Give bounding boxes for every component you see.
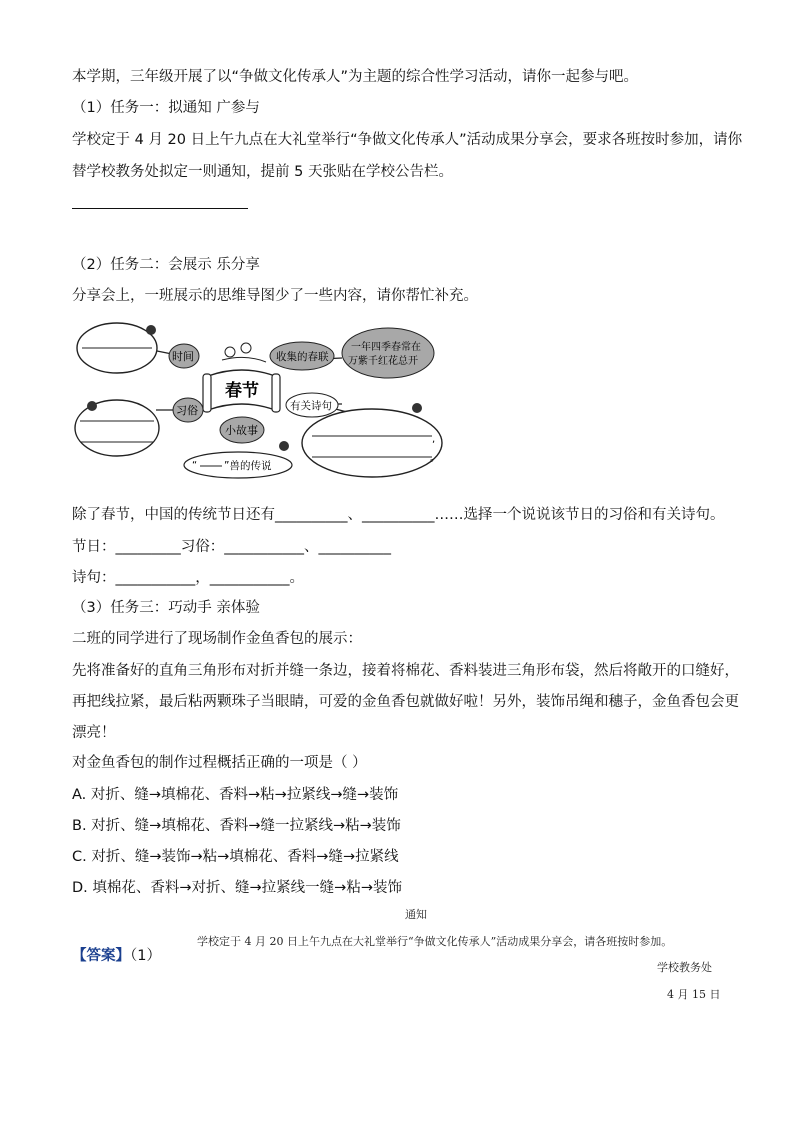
drum-icon xyxy=(279,441,289,451)
blank-oval-bottom-right xyxy=(302,409,442,477)
notice-sign: 学校教务处 xyxy=(657,961,712,974)
option-c: C. 对折、缝→装饰→粘→填棉花、香料→缝→拉紧线 xyxy=(72,849,399,865)
mind-map xyxy=(70,318,450,490)
blank-oval-bottom-left xyxy=(75,400,159,456)
svg-text:万紫千红花总开: 万紫千红花总开 xyxy=(348,356,418,367)
task3-lead: 二班的同学进行了现场制作金鱼香包的展示： xyxy=(72,631,362,647)
notice-body: 学校定于 4 月 20 日上午九点在大礼堂举行“争做文化传承人”活动成果分享会，请各班按时参加。 xyxy=(197,935,673,948)
task3-para-line3: 漂亮！ xyxy=(72,725,116,741)
bubble-couplet-text xyxy=(342,328,434,378)
task1-prompt-line1: 学校定于 4 月 20 日上午九点在大礼堂举行“争做文化传承人”活动成果分享会，要求各班按时参加，请你 xyxy=(72,132,743,148)
svg-text:。: 。 xyxy=(430,453,440,464)
task3-para-line1: 先将准备好的直角三角形布对折并缝一条边，接着将棉花、香料装进三角形布袋，然后将敞开的口缝好， xyxy=(72,663,739,679)
poem-line: 诗句：___________，___________。 xyxy=(72,570,304,586)
option-b: B. 对折、缝→填棉花、香料→缝一拉紧线→粘→装饰 xyxy=(72,818,401,834)
svg-text:一年四季春常在: 一年四季春常在 xyxy=(351,342,421,353)
svg-text:习俗: 习俗 xyxy=(176,404,198,417)
svg-text:,: , xyxy=(432,434,436,445)
notice-date: 4 月 15 日 xyxy=(667,988,721,1001)
task3-para-line2: 再把线拉紧，最后粘两颗珠子当眼睛，可爱的金鱼香包就做好啦！另外，装饰吊绳和穗子，金鱼香包会更 xyxy=(72,694,739,710)
fish-icon xyxy=(412,403,422,413)
svg-text:收集的春联: 收集的春联 xyxy=(276,351,329,363)
answer-tag: 【答案】 xyxy=(72,948,130,964)
svg-text:”兽的传说: ”兽的传说 xyxy=(224,460,272,472)
answer-number: （1） xyxy=(130,948,161,964)
task3-title: （3）任务三：巧动手 亲体验 xyxy=(72,600,260,616)
intro-text: 本学期，三年级开展了以“争做文化传承人”为主题的综合性学习活动，请你一起参与吧。 xyxy=(72,69,639,85)
svg-text:时间: 时间 xyxy=(172,350,194,363)
notice-title: 通知 xyxy=(405,908,427,921)
task1-title: （1）任务一：拟通知 广参与 xyxy=(72,100,260,116)
center-label: 春节 xyxy=(225,381,259,401)
task2-question: 除了春节，中国的传统节日还有__________、__________……选择一个说说该节日的习俗和有关诗句。 xyxy=(72,507,725,523)
firecracker-icon xyxy=(87,401,97,411)
option-d: D. 填棉花、香料→对折、缝→拉紧线一缝→粘→装饰 xyxy=(72,880,402,896)
svg-text:小故事: 小故事 xyxy=(225,424,258,437)
center-scroll xyxy=(203,343,280,412)
task2-title: （2）任务二：会展示 乐分享 xyxy=(72,257,260,273)
task2-prompt: 分享会上，一班展示的思维导图少了一些内容，请你帮忙补充。 xyxy=(72,288,478,304)
answer-blank-line xyxy=(72,208,248,209)
lantern-icon xyxy=(146,325,156,335)
task3-question: 对金鱼香包的制作过程概括正确的一项是（ ） xyxy=(72,755,367,771)
task1-prompt-line2: 替学校教务处拟定一则通知，提前 5 天张贴在学校公告栏。 xyxy=(72,164,453,180)
option-a: A. 对折、缝→填棉花、香料→粘→拉紧线→缝→装饰 xyxy=(72,787,399,803)
svg-text:有关诗句: 有关诗句 xyxy=(290,400,332,412)
festival-line: 节日：_________习俗：___________、__________ xyxy=(72,539,391,555)
svg-text:“: “ xyxy=(192,460,198,471)
